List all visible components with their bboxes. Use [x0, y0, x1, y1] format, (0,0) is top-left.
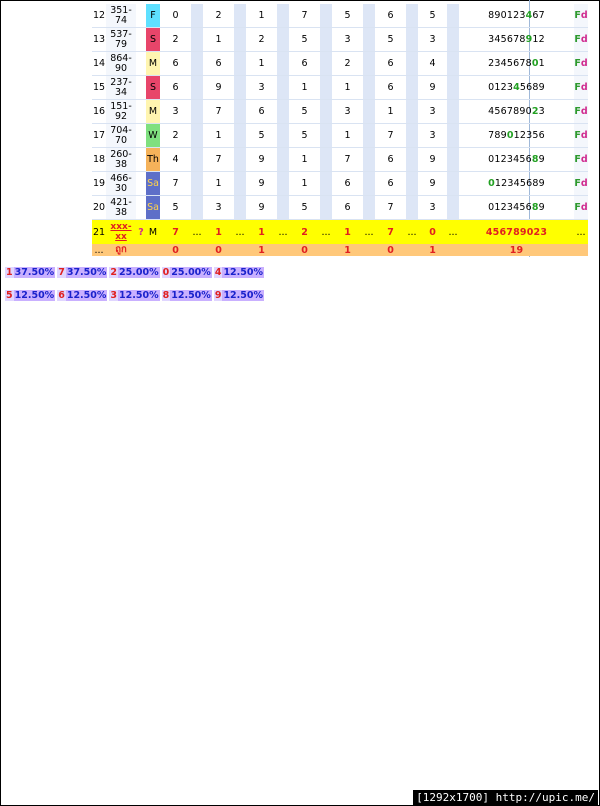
gap-cell — [234, 100, 246, 124]
gap-cell — [277, 100, 289, 124]
digit-cell: 6 — [375, 148, 406, 172]
gap-cell — [363, 244, 375, 256]
percentage-stats-line-2 — [5, 290, 266, 301]
percentage-value: 12.50% — [223, 267, 264, 278]
digit-cell: 0 — [418, 220, 447, 245]
gap-cell — [363, 172, 375, 196]
weekday-badge: Th — [146, 148, 160, 172]
table-row — [92, 100, 588, 124]
highlighted-digit: 8 — [531, 154, 539, 165]
row-number: 19 — [92, 172, 106, 196]
gap-cell: ... — [234, 220, 246, 245]
percentage-value: 12.50% — [223, 290, 264, 301]
digit-cell: 6 — [375, 172, 406, 196]
digit-label: 8 — [162, 290, 170, 301]
row-number: 14 — [92, 52, 106, 76]
digit-cell: 5 — [332, 4, 363, 28]
gap-cell — [447, 100, 459, 124]
digit-cell: 5 — [375, 28, 406, 52]
weekday-badge: M — [146, 100, 160, 124]
table-row — [92, 172, 588, 196]
gap-cell — [234, 244, 246, 256]
table-row — [92, 124, 588, 148]
digit-cell: 2 — [289, 220, 320, 245]
digit-cell: 6 — [332, 196, 363, 220]
gap-cell — [234, 124, 246, 148]
row-number: 16 — [92, 100, 106, 124]
gap-cell — [447, 124, 459, 148]
digit-cell: 6 — [375, 4, 406, 28]
gap-cell — [363, 4, 375, 28]
gap-cell — [277, 124, 289, 148]
draw-code: 704- 70 — [106, 124, 136, 148]
digit-cell: 9 — [246, 148, 277, 172]
fd-marker: Fd — [574, 172, 588, 196]
percentage-value: 37.50% — [66, 267, 107, 278]
digit-cell: 9 — [203, 76, 234, 100]
digit-cell: 0 — [160, 4, 191, 28]
digit-percentage — [109, 290, 159, 301]
digit-cell: 5 — [289, 28, 320, 52]
digit-cell: 6 — [203, 52, 234, 76]
gap-cell — [191, 196, 203, 220]
digit-cell: 2 — [246, 28, 277, 52]
digit-cell: 3 — [160, 100, 191, 124]
gap-cell — [277, 4, 289, 28]
weekday-badge — [146, 244, 160, 256]
digit-cell: 1 — [246, 244, 277, 256]
digit-label: 9 — [214, 290, 222, 301]
digit-cell: 1 — [203, 220, 234, 245]
gap-cell — [320, 52, 332, 76]
digit-label: 7 — [58, 267, 65, 278]
row-number: 12 — [92, 4, 106, 28]
gap-cell: ... — [363, 220, 375, 245]
draw-code: xxx- xx — [106, 220, 136, 245]
flag-cell — [136, 100, 146, 124]
flag-cell — [136, 4, 146, 28]
digit-label: 4 — [214, 267, 222, 278]
row-number: 15 — [92, 76, 106, 100]
flag-cell — [136, 52, 146, 76]
gap-cell — [363, 196, 375, 220]
fd-marker: ... — [574, 220, 588, 245]
fd-marker: Fd — [574, 100, 588, 124]
percentage-stats-line-1 — [5, 267, 266, 278]
gap-cell — [406, 172, 418, 196]
digit-cell: 1 — [332, 76, 363, 100]
digit-percentage — [162, 290, 212, 301]
flag-cell — [136, 76, 146, 100]
digit-sequence: 456789023 — [459, 220, 574, 245]
gap-cell — [277, 196, 289, 220]
gap-cell — [191, 148, 203, 172]
draw-code: 260- 38 — [106, 148, 136, 172]
gap-cell — [406, 52, 418, 76]
gap-cell — [363, 148, 375, 172]
digit-sequence: 19 — [459, 244, 574, 256]
digit-sequence: 012345689 — [459, 148, 574, 172]
row-number: 18 — [92, 148, 106, 172]
digit-cell: 2 — [160, 28, 191, 52]
gap-cell: ... — [191, 220, 203, 245]
row-number: 17 — [92, 124, 106, 148]
digit-cell: 7 — [160, 220, 191, 245]
digit-percentage — [162, 267, 212, 278]
gap-cell — [191, 52, 203, 76]
digit-cell: 1 — [203, 124, 234, 148]
image-host-footer[interactable]: [1292x1700] http://upic.me/ — [413, 790, 598, 805]
gap-cell — [277, 28, 289, 52]
digit-label: 6 — [58, 290, 65, 301]
digit-cell: 7 — [375, 220, 406, 245]
gap-cell — [234, 172, 246, 196]
digit-label: 2 — [110, 267, 118, 278]
digit-cell: 3 — [332, 28, 363, 52]
digit-percentage — [57, 290, 107, 301]
digit-cell: 9 — [418, 76, 447, 100]
gap-cell: ... — [277, 220, 289, 245]
digit-sequence: 012345689 — [459, 196, 574, 220]
highlighted-digit: 0 — [488, 178, 495, 189]
digit-cell: 1 — [332, 220, 363, 245]
digit-cell: 5 — [246, 124, 277, 148]
hit-label: ถูก — [106, 244, 136, 256]
digit-cell: 5 — [160, 196, 191, 220]
digit-cell: 1 — [332, 244, 363, 256]
lottery-stats-table — [92, 4, 588, 256]
flag-cell — [136, 172, 146, 196]
weekday-badge: M — [146, 52, 160, 76]
digit-cell: 1 — [289, 172, 320, 196]
gap-cell — [406, 148, 418, 172]
digit-cell: 7 — [375, 196, 406, 220]
weekday-badge: Sa — [146, 196, 160, 220]
unknown-mark: ? — [136, 220, 146, 245]
gap-cell — [191, 100, 203, 124]
flag-cell — [136, 196, 146, 220]
digit-sequence: 890123467 — [459, 4, 574, 28]
digit-cell: 2 — [160, 124, 191, 148]
digit-cell: 0 — [375, 244, 406, 256]
gap-cell — [320, 4, 332, 28]
table-row — [92, 4, 588, 28]
percentage-value: 12.50% — [66, 290, 107, 301]
digit-cell: 7 — [289, 4, 320, 28]
gap-cell — [406, 4, 418, 28]
digit-cell: 3 — [418, 124, 447, 148]
digit-label: 1 — [6, 267, 13, 278]
gap-cell — [320, 148, 332, 172]
row-number: 13 — [92, 28, 106, 52]
weekday-badge: S — [146, 76, 160, 100]
digit-percentage — [5, 267, 55, 278]
digit-cell: 0 — [203, 244, 234, 256]
fd-marker — [574, 244, 588, 256]
digit-cell: 5 — [289, 196, 320, 220]
digit-cell: 1 — [246, 220, 277, 245]
gap-cell — [363, 28, 375, 52]
highlighted-digit: 2 — [531, 106, 539, 117]
gap-cell: ... — [447, 220, 459, 245]
fd-marker: Fd — [574, 4, 588, 28]
draw-code: 537- 79 — [106, 28, 136, 52]
gap-cell — [191, 244, 203, 256]
gap-cell — [447, 28, 459, 52]
gap-cell — [277, 172, 289, 196]
table-row — [92, 196, 588, 220]
row-number: ... — [92, 244, 106, 256]
gap-cell: ... — [406, 220, 418, 245]
digit-cell: 9 — [246, 196, 277, 220]
draw-code: 864- 90 — [106, 52, 136, 76]
gap-cell — [234, 196, 246, 220]
highlighted-digit: 0 — [506, 130, 514, 141]
gap-cell — [406, 76, 418, 100]
digit-sequence: 789012356 — [459, 124, 574, 148]
gap-cell — [277, 148, 289, 172]
percentage-value: 25.00% — [171, 267, 211, 278]
gap-cell — [447, 244, 459, 256]
gap-cell: ... — [320, 220, 332, 245]
gap-cell — [363, 76, 375, 100]
gap-cell — [320, 196, 332, 220]
gap-cell — [320, 244, 332, 256]
fd-marker: Fd — [574, 148, 588, 172]
fd-marker: Fd — [574, 196, 588, 220]
flag-cell — [136, 244, 146, 256]
digit-cell: 1 — [418, 244, 447, 256]
digit-cell: 0 — [289, 244, 320, 256]
digit-cell: 2 — [332, 52, 363, 76]
gap-cell — [234, 76, 246, 100]
gap-cell — [406, 124, 418, 148]
percentage-value: 12.50% — [171, 290, 211, 301]
digit-cell: 7 — [203, 148, 234, 172]
prediction-row — [92, 220, 588, 245]
digit-label: 5 — [6, 290, 13, 301]
digit-cell: 2 — [203, 4, 234, 28]
percentage-value: 12.50% — [119, 290, 159, 301]
digit-cell: 6 — [332, 172, 363, 196]
gap-cell — [447, 52, 459, 76]
digit-cell: 6 — [246, 100, 277, 124]
digit-sequence: 456789023 — [459, 100, 574, 124]
gap-cell — [447, 172, 459, 196]
digit-cell: 3 — [418, 28, 447, 52]
digit-percentage — [5, 290, 55, 301]
gap-cell — [406, 244, 418, 256]
digit-cell: 3 — [246, 76, 277, 100]
gap-cell — [277, 76, 289, 100]
table-row — [92, 28, 588, 52]
gap-cell — [277, 244, 289, 256]
gap-cell — [406, 28, 418, 52]
digit-percentage — [57, 267, 107, 278]
digit-cell: 6 — [289, 52, 320, 76]
digit-cell: 1 — [203, 172, 234, 196]
flag-cell — [136, 28, 146, 52]
digit-label: 3 — [110, 290, 118, 301]
gap-cell — [320, 100, 332, 124]
digit-cell: 4 — [418, 52, 447, 76]
gap-cell — [447, 148, 459, 172]
digit-cell: 7 — [203, 100, 234, 124]
gap-cell — [363, 124, 375, 148]
digit-cell: 4 — [160, 148, 191, 172]
gap-cell — [191, 172, 203, 196]
digit-cell: 3 — [418, 100, 447, 124]
gap-cell — [191, 124, 203, 148]
gap-cell — [447, 196, 459, 220]
gap-cell — [277, 52, 289, 76]
digit-cell: 1 — [246, 4, 277, 28]
gap-cell — [447, 4, 459, 28]
hit-count-row — [92, 244, 588, 256]
digit-cell: 1 — [332, 124, 363, 148]
highlighted-digit: 0 — [531, 58, 539, 69]
highlighted-digit: 9 — [525, 34, 533, 45]
draw-code: 421- 38 — [106, 196, 136, 220]
gap-cell — [234, 28, 246, 52]
digit-percentage — [214, 290, 264, 301]
digit-cell: 7 — [160, 172, 191, 196]
gap-cell — [320, 28, 332, 52]
gap-cell — [320, 76, 332, 100]
digit-cell: 9 — [418, 172, 447, 196]
digit-cell: 6 — [375, 52, 406, 76]
digit-label: 0 — [162, 267, 170, 278]
percentage-value: 37.50% — [14, 267, 55, 278]
digit-cell: 1 — [289, 148, 320, 172]
digit-sequence: 234567801 — [459, 52, 574, 76]
digit-cell: 7 — [332, 148, 363, 172]
highlighted-digit: 8 — [531, 202, 539, 213]
flag-cell — [136, 148, 146, 172]
digit-cell: 1 — [246, 52, 277, 76]
digit-cell: 6 — [160, 76, 191, 100]
gap-cell — [191, 4, 203, 28]
digit-cell: 1 — [203, 28, 234, 52]
digit-percentage — [109, 267, 159, 278]
digit-percentage — [214, 267, 264, 278]
weekday-badge: Sa — [146, 172, 160, 196]
digit-cell: 0 — [160, 244, 191, 256]
draw-code: 151- 92 — [106, 100, 136, 124]
digit-cell: 5 — [289, 124, 320, 148]
digit-cell: 9 — [418, 148, 447, 172]
gap-cell — [447, 76, 459, 100]
digit-sequence: 345678912 — [459, 28, 574, 52]
row-number: 21 — [92, 220, 106, 245]
digit-cell: 9 — [246, 172, 277, 196]
gap-cell — [234, 4, 246, 28]
weekday-badge: W — [146, 124, 160, 148]
digit-cell: 6 — [375, 76, 406, 100]
draw-code: 237- 34 — [106, 76, 136, 100]
digit-cell: 1 — [289, 76, 320, 100]
gap-cell — [406, 196, 418, 220]
draw-code: 351- 74 — [106, 4, 136, 28]
gap-cell — [320, 172, 332, 196]
highlighted-digit: 4 — [513, 82, 520, 93]
digit-sequence: 012345689 — [459, 76, 574, 100]
table-row — [92, 148, 588, 172]
digit-cell: 1 — [375, 100, 406, 124]
fd-marker: Fd — [574, 124, 588, 148]
digit-cell: 3 — [332, 100, 363, 124]
row-number: 20 — [92, 196, 106, 220]
highlighted-digit: 4 — [525, 10, 533, 21]
digit-cell: 7 — [375, 124, 406, 148]
digit-sequence: 012345689 — [459, 172, 574, 196]
digit-cell: 5 — [289, 100, 320, 124]
table-row — [92, 76, 588, 100]
digit-cell: 5 — [418, 4, 447, 28]
digit-cell: 6 — [160, 52, 191, 76]
fd-marker: Fd — [574, 52, 588, 76]
weekday-badge: S — [146, 28, 160, 52]
draw-code: 466- 30 — [106, 172, 136, 196]
weekday-badge: F — [146, 4, 160, 28]
gap-cell — [191, 76, 203, 100]
percentage-value: 12.50% — [14, 290, 55, 301]
table-row — [92, 52, 588, 76]
fd-marker: Fd — [574, 28, 588, 52]
digit-cell: 3 — [203, 196, 234, 220]
percentage-value: 25.00% — [119, 267, 159, 278]
gap-cell — [363, 100, 375, 124]
gap-cell — [234, 52, 246, 76]
fd-marker: Fd — [574, 76, 588, 100]
gap-cell — [363, 52, 375, 76]
flag-cell — [136, 124, 146, 148]
digit-cell: 3 — [418, 196, 447, 220]
gap-cell — [320, 124, 332, 148]
gap-cell — [191, 28, 203, 52]
gap-cell — [234, 148, 246, 172]
weekday-badge: M — [146, 220, 160, 245]
gap-cell — [406, 100, 418, 124]
